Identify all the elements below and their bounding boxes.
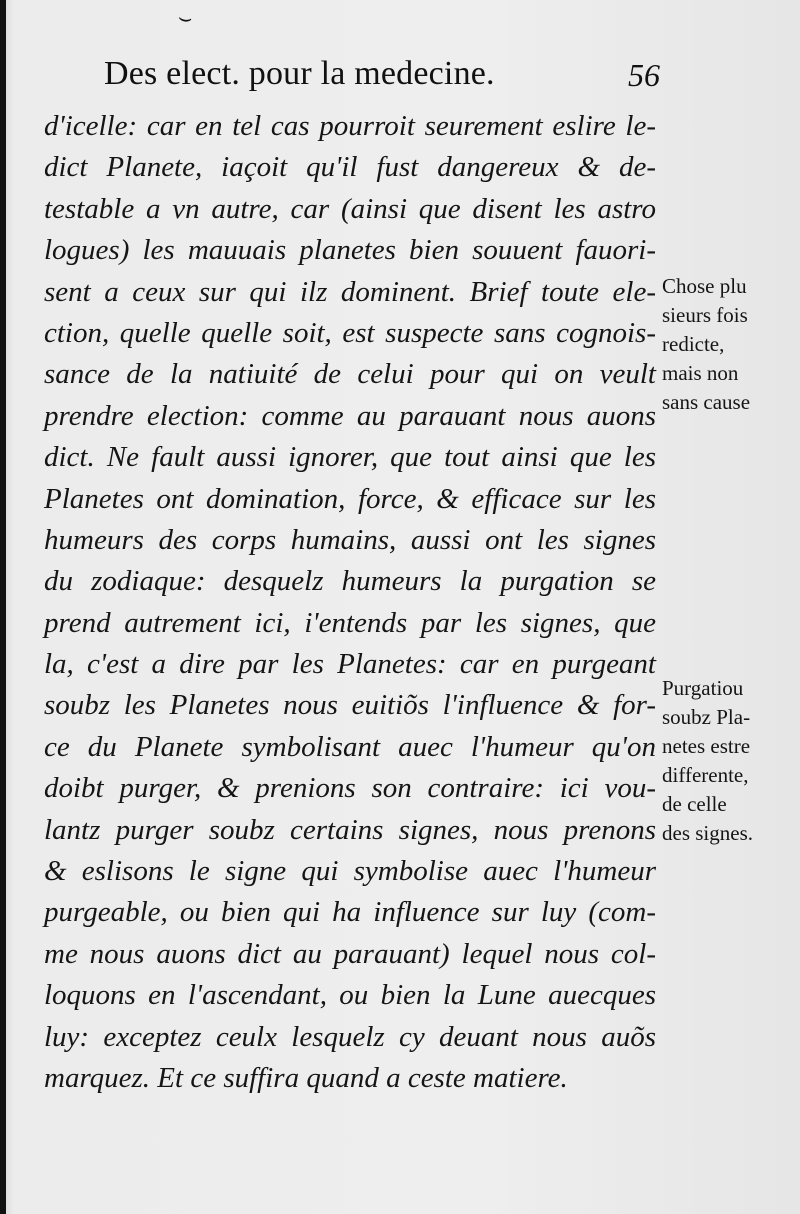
margin-note-line: differente,	[662, 763, 749, 787]
margin-note-chose-redicte	[662, 272, 798, 417]
main-text-block	[44, 106, 656, 1099]
ink-mark-icon: ⌣	[176, 5, 195, 32]
text-line: dict Planete, iaçoit qu'il fust dangereux & de-	[44, 151, 656, 184]
page-number: 56	[628, 57, 660, 93]
text-line: testable a vn autre, car (ainsi que disent les astro	[44, 192, 656, 225]
text-line: ce du Planete symbolisant auec l'humeur qu'on	[44, 730, 656, 763]
text-line: ction, quelle quelle soit, est suspecte sans cognois-	[44, 316, 656, 349]
text-line: doibt purger, & prenions son contraire: ici vou-	[44, 772, 656, 805]
text-line: du zodiaque: desquelz humeurs la purgation se	[44, 565, 656, 598]
page-edge-shadow	[0, 0, 6, 1214]
text-line: luy: exceptez ceulx lesquelz cy deuant nous auõs	[44, 1020, 656, 1053]
text-line: la, c'est a dire par les Planetes: car en purgeant	[44, 648, 656, 681]
text-line: soubz les Planetes nous euitiõs l'influence & for-	[44, 689, 656, 722]
text-line: purgeable, ou bien qui ha influence sur luy (com-	[44, 896, 656, 929]
text-line: d'icelle: car en tel cas pourroit seurement eslire le-	[44, 110, 656, 142]
running-header	[104, 55, 664, 99]
text-line: Planetes ont domination, force, & efficace sur les	[44, 482, 656, 515]
text-line: humeurs des corps humains, aussi ont les signes	[44, 523, 656, 556]
margin-note-line: mais non	[662, 361, 739, 385]
margin-note-line: Purgatiou	[662, 676, 744, 700]
text-line: prend autrement ici, i'entends par les signes, que	[44, 606, 656, 639]
text-line: lantz purger soubz certains signes, nous prenons	[44, 813, 656, 846]
margin-note-line: netes estre	[662, 734, 751, 758]
text-line: sent a ceux sur qui ilz dominent. Brief toute ele-	[44, 275, 656, 308]
margin-note-line: de celle	[662, 792, 727, 816]
margin-note-line: sans cause	[662, 390, 751, 414]
running-title: Des elect. pour la medecine.	[104, 55, 495, 92]
text-line: sance de la natiuité de celui pour qui on veult	[44, 358, 656, 391]
text-line: marquez. Et ce suffira quand a ceste matiere.	[44, 1061, 568, 1094]
text-line: loquons en l'ascendant, ou bien la Lune auecques	[44, 979, 656, 1012]
margin-note-line: redicte,	[662, 332, 725, 356]
margin-note-line: sieurs fois	[662, 303, 748, 327]
margin-note-line: soubz Pla-	[662, 705, 751, 729]
text-line: prendre election: comme au parauant nous auons	[44, 399, 656, 432]
margin-note-purgation	[662, 674, 798, 848]
margin-note-line: Chose plu	[662, 274, 747, 298]
margin-note-line: des signes.	[662, 821, 753, 845]
text-line: dict. Ne fault aussi ignorer, que tout ainsi que les	[44, 441, 656, 474]
text-line: logues) les mauuais planetes bien souuent fauori-	[44, 234, 656, 267]
text-line: & eslisons le signe qui symbolise auec l'humeur	[44, 855, 656, 888]
text-line: me nous auons dict au parauant) lequel nous col-	[44, 937, 656, 970]
